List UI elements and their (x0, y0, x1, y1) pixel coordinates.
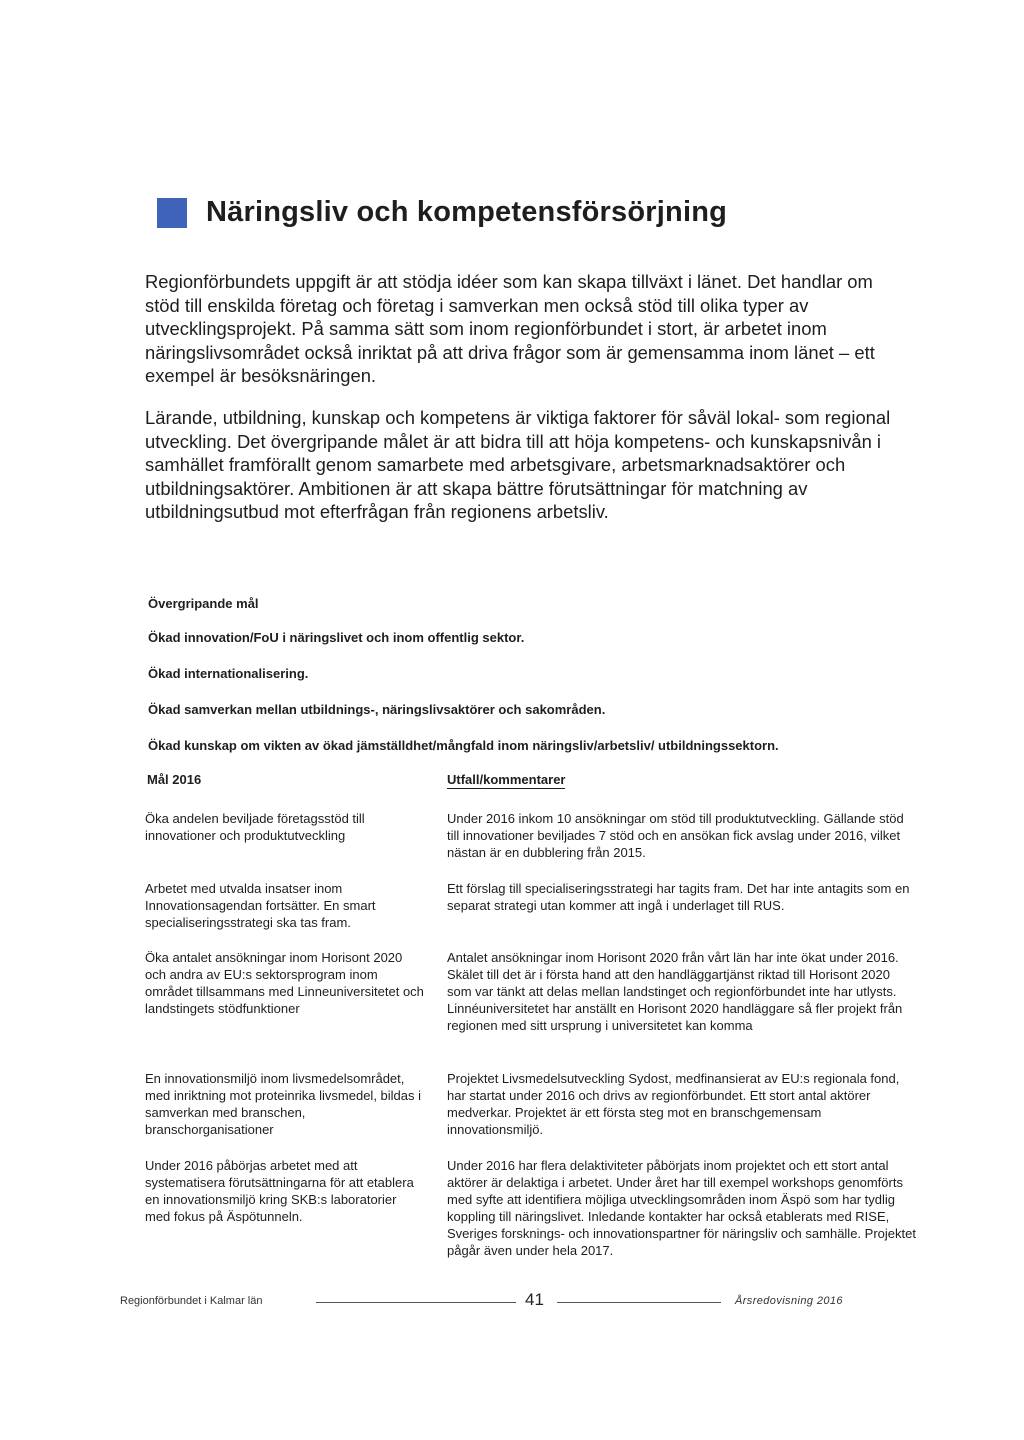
column-header-goal: Mål 2016 (147, 772, 202, 787)
section-title: Näringsliv och kompetensförsörjning (206, 196, 728, 228)
table-row-goal: Under 2016 påbörjas arbetet med att systematisera förutsättningarna för att etablera en innovationsmiljö kring SKB:s laboratorier med fokus på Äspötunneln. (145, 1158, 414, 1224)
table-row-goal: En innovationsmiljö inom livsmedelsområdet, med inriktning mot proteinrika livsmedel, bildas i samverkan med branschen, branschorganisationer (145, 1071, 422, 1137)
page-number: 41 (525, 1290, 544, 1309)
table-row-outcome: Under 2016 har flera delaktiviteter påbörjats inom projektet och ett stort antal aktörer är delaktiga i arbetet. Under året har till exempel workshops genomförts med syfte att identifiera möjliga utvecklingsområden inom Äspö som har tydlig koppling till näringslivet. Inledande kontakter har också etablerats med RISE, Sveriges forsknings- och innovationspartner för näringsliv och samhälle. Projektet pågår även under hela 2017. (447, 1158, 916, 1258)
column-header-outcome: Utfall/kommentarer (447, 772, 566, 787)
intro-paragraph-1: Regionförbundets uppgift är att stödja idéer som kan skapa tillväxt i länet. Det handlar om stöd till enskilda företag och företag i samverkan men också stöd till olika typer av utvecklingsprojekt. På samma sätt som inom regionförbundet i stort, är arbetet inom näringslivsområdet också inriktat på att driva frågor som är gemensamma inom länet – ett exempel är besöksnäringen. (145, 271, 875, 387)
table-row-outcome: Ett förslag till specialiseringsstrategi har tagits fram. Det har inte antagits som en separat strategi utan kommer att ingå i underlaget till RUS. (447, 881, 910, 913)
footer-organization: Regionförbundet i Kalmar län (120, 1295, 263, 1307)
footer-rule (316, 1302, 516, 1303)
table-row-outcome: Projektet Livsmedelsutveckling Sydost, medfinansierat av EU:s regionala fond, har startat under 2016 och drivs av regionförbundet. Ett stort antal aktörer medverkar. Projektet är ett första steg mot en branschgemensam innovationsmiljö. (447, 1071, 900, 1137)
table-row-outcome: Under 2016 inkom 10 ansökningar om stöd till produktutveckling. Gällande stöd till innovationer beviljades 7 stöd och en ansökan fick avslag under 2016, vilket nästan är en dubblering från 2015. (447, 811, 904, 860)
blue-square-bullet (157, 198, 187, 228)
intro-paragraph-2: Lärande, utbildning, kunskap och kompetens är viktiga faktorer för såväl lokal- som regional utveckling. Det övergripande målet är att bidra till att höja kompetens- och kunskapsnivån i samhället framförallt genom samarbete med arbetsgivare, arbetsmarknadsaktörer och utbildningsaktörer. Ambitionen är att skapa bättre förutsättningar för matchning av utbildningsutbud mot efterfrågan från regionens arbetsliv. (145, 407, 891, 523)
footer-rule (557, 1302, 721, 1303)
goal-item: Ökad kunskap om vikten av ökad jämställdhet/mångfald inom näringsliv/arbetsliv/ utbildningssektorn. (148, 738, 779, 753)
table-row-goal: Öka antalet ansökningar inom Horisont 2020 och andra av EU:s sektorsprogram inom området tillsammans med Linneuniversitetet och landstingets stödfunktioner (145, 950, 424, 1016)
goal-item: Ökad samverkan mellan utbildnings-, näringslivsaktörer och sakområden. (148, 702, 606, 717)
table-row-outcome: Antalet ansökningar inom Horisont 2020 från vårt län har inte ökat under 2016. Skälet till det är i första hand att den handläggartjänst riktad till Horisont 2020 som var tänkt att delas mellan landstinget och regionförbundet inte har utlysts. Linnéuniversitetet har anställt en Horisont 2020 handläggare så fler projekt från regionen med sitt ursprung i universitetet kan komma (447, 950, 903, 1033)
table-row-goal: Öka andelen beviljade företagsstöd till innovationer och produktutveckling (145, 811, 365, 843)
footer-report-title: Årsredovisning 2016 (735, 1295, 843, 1307)
section-heading (157, 196, 727, 229)
table-row-goal: Arbetet med utvalda insatser inom Innovationsagendan fortsätter. En smart specialiseringsstrategi ska tas fram. (145, 881, 376, 930)
goal-item: Ökad innovation/FoU i näringslivet och inom offentlig sektor. (148, 630, 525, 645)
overall-goals-heading: Övergripande mål (148, 596, 259, 611)
page-footer (0, 1292, 1024, 1312)
goal-item: Ökad internationalisering. (148, 666, 309, 681)
